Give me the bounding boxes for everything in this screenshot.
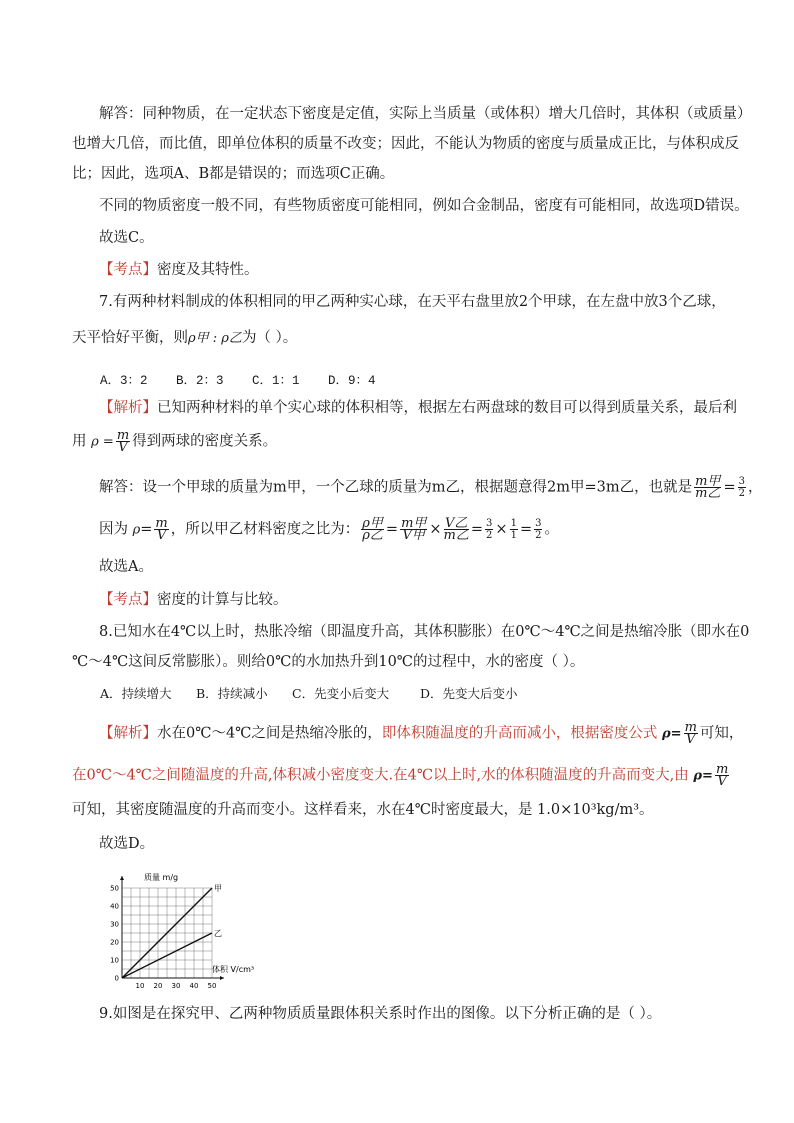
numerator: m甲 bbox=[401, 516, 427, 531]
numerator-3: 3 bbox=[738, 476, 745, 487]
jiexi1-b: 即体积随温度的升高而减小，根据密度公式 bbox=[381, 725, 658, 742]
eq: = bbox=[519, 521, 533, 538]
q7-stem-pre: 天平恰好平衡，则 bbox=[72, 330, 188, 346]
y-tick-label: 10 bbox=[110, 956, 119, 965]
denominator: 1 bbox=[510, 530, 517, 541]
eq: = bbox=[140, 521, 153, 538]
denominator-v: V bbox=[686, 732, 696, 747]
q7-option-a: A．3：2 bbox=[100, 374, 148, 388]
eq: = bbox=[385, 521, 399, 538]
eq: = bbox=[702, 768, 713, 784]
y-tick-label: 0 bbox=[114, 974, 119, 983]
sol2-pre: 因为 bbox=[99, 521, 128, 538]
ratio-formula: ρ甲 : ρ乙 bbox=[188, 331, 242, 346]
q7-solution-line-1: 解答：设一个甲球的质量为m甲，一个乙球的质量为m乙，根据题意得2m甲=3m乙，也就是 $\frac{\text{m甲}}{\text{m乙}}$ = $\frac{3}{2}$ ， bbox=[99, 474, 763, 501]
eq: = bbox=[470, 521, 484, 538]
density-formula bbox=[91, 435, 114, 450]
q8-option-c: C．先变小后变大 bbox=[292, 686, 390, 701]
eq: = bbox=[670, 726, 682, 742]
times: × bbox=[429, 521, 442, 538]
one-over-one bbox=[510, 518, 518, 541]
mass-volume-chart bbox=[100, 866, 290, 996]
sol2-mid: ，所以甲乙材料密度之比为： bbox=[170, 521, 360, 538]
q7-stem-line-2 bbox=[72, 328, 297, 349]
m-over-v-fraction bbox=[684, 722, 698, 745]
jiexi2-pre: 用 bbox=[72, 433, 87, 450]
rho: ρ bbox=[662, 726, 671, 742]
series-label-yi: 乙 bbox=[214, 929, 222, 938]
choice-q6: 故选C。 bbox=[99, 230, 154, 246]
q8-option-d: D．先变大后变小 bbox=[420, 686, 518, 701]
x-tick-label: 50 bbox=[207, 982, 217, 990]
jiexi1-c: 可知， bbox=[699, 725, 744, 742]
q8-option-b: B．持续减小 bbox=[196, 686, 268, 701]
denominator-2: 2 bbox=[738, 488, 745, 499]
answer-line-4: 不同的物质密度一般不同，有些物质密度可能相同，例如合金制品，密度有可能相同，故选项D错误。 bbox=[99, 198, 749, 214]
x-tick-label: 40 bbox=[189, 982, 199, 990]
rho: ρ bbox=[132, 522, 141, 538]
x-tick-label: 10 bbox=[135, 982, 145, 990]
rho: ρ bbox=[91, 434, 99, 450]
choice-q8: 故选D。 bbox=[99, 836, 155, 852]
m-over-v-fraction bbox=[715, 764, 729, 787]
jiexi1-a: 水在0℃～4℃之间是热缩冷胀的， bbox=[157, 725, 382, 742]
denominator-m-yi: m乙 bbox=[695, 486, 721, 501]
denominator: m乙 bbox=[443, 528, 469, 543]
kaodian-tag: 【考点】 bbox=[99, 262, 157, 278]
jiexi2-post: 得到两球的密度关系。 bbox=[132, 433, 278, 450]
y-tick-label: 20 bbox=[110, 938, 119, 947]
v-over-m-yi bbox=[444, 518, 469, 541]
eq: = bbox=[102, 434, 114, 450]
q7-option-c: C．1：1 bbox=[252, 374, 300, 388]
choice-q7: 故选A。 bbox=[99, 559, 153, 575]
kaodian-text: 密度的计算与比较。 bbox=[157, 592, 288, 608]
jiexi2-text: 在0℃～4℃之间随温度的升高,体积减小密度变大.在4℃以上时,水的体积随温度的升高而变大,由 bbox=[72, 767, 689, 784]
jiexi-tag: 【解析】 bbox=[99, 725, 157, 742]
denominator: 2 bbox=[486, 530, 493, 541]
denominator-v: V bbox=[717, 774, 727, 789]
eq: = bbox=[723, 479, 736, 496]
y-axis-arrow bbox=[120, 876, 124, 880]
jiexi-text: 已知两种材料的单个实心球的体积相等，根据左右两盘球的数目可以得到质量关系，最后利 bbox=[157, 400, 737, 416]
three-halves bbox=[485, 518, 493, 541]
numerator-m: m bbox=[684, 720, 697, 735]
q8-stem-line-1: 8.已知水在4℃以上时，热胀冷缩（即温度升高，其体积膨胀）在0℃～4℃之间是热缩冷胀（即水在0 bbox=[99, 624, 750, 640]
denominator-rho-yi: ρ乙 bbox=[362, 528, 383, 543]
q8-option-a: A．持续增大 bbox=[100, 686, 172, 701]
y-tick-label: 30 bbox=[110, 920, 119, 929]
q7-option-d: D．9：4 bbox=[328, 374, 376, 388]
q7-option-b: B．2：3 bbox=[176, 374, 224, 388]
chart-series bbox=[122, 884, 222, 978]
solution-text: 解答：设一个甲球的质量为m甲，一个乙球的质量为m乙，根据题意得2m甲=3m乙，也就是 bbox=[99, 479, 693, 496]
q7-jiexi-line-2 bbox=[72, 430, 277, 453]
chart-y-label: 质量 m/g bbox=[144, 873, 179, 882]
numerator-m: m bbox=[715, 762, 729, 777]
q8-stem-line-2: ℃～4℃这间反常膨胀）。则给0℃的水加热升到10℃的过程中，水的密度（ ）。 bbox=[72, 654, 585, 670]
answer-line-1: 解答：同种物质，在一定状态下密度是定值，实际上当质量（或体积）增大几倍时，其体积（或质量） bbox=[99, 106, 752, 122]
m-over-v-fraction bbox=[116, 430, 130, 453]
numerator-m: m bbox=[116, 428, 130, 443]
chart-x-label: 体积 V/cm³ bbox=[212, 965, 255, 974]
q8-jiexi-line-1 bbox=[99, 722, 743, 745]
q7-solution-line-2: 因为 ρ= $\frac{m}{V}$ ，所以甲乙材料密度之比为： $\frac{\text{ρ甲}}{\text{ρ乙}}$ = $\frac{\text{m甲}}{\text{V甲}}$ × $\frac{\text{V乙}}{\text{m乙}}$ = $\frac{3}{2}$ × $\frac{1}{1}$ = $\frac{3}{2}$ 。 bbox=[99, 516, 559, 543]
three-halves-fraction bbox=[738, 476, 746, 499]
m-over-v-jia bbox=[400, 518, 427, 541]
denominator-v: V bbox=[118, 440, 128, 455]
denominator: V甲 bbox=[402, 528, 425, 543]
q9-stem: 9.如图是在探究甲、乙两种物质质量跟体积关系时作出的图像。以下分析正确的是（ ）。 bbox=[99, 1006, 662, 1022]
numerator: 3 bbox=[486, 518, 493, 529]
times: × bbox=[495, 521, 508, 538]
denominator-v: V bbox=[156, 528, 167, 543]
kaodian-q7 bbox=[99, 590, 288, 610]
q7-jiexi-line-1 bbox=[99, 398, 737, 418]
numerator: V乙 bbox=[445, 516, 468, 531]
y-tick-label: 40 bbox=[110, 902, 119, 911]
density-formula bbox=[662, 727, 682, 742]
x-tick-label: 30 bbox=[171, 982, 181, 990]
q7-stem-post: 为（ ）。 bbox=[241, 330, 298, 346]
series-label-jia: 甲 bbox=[214, 884, 222, 893]
q7-stem-line-1: 7.有两种材料制成的体积相同的甲乙两种实心球，在天平右盘里放2个甲球，在左盘中放3个乙球， bbox=[99, 294, 726, 310]
m-over-v-fraction bbox=[154, 518, 168, 541]
result-fraction bbox=[534, 518, 542, 541]
numerator-m-jia: m甲 bbox=[695, 474, 721, 489]
density-formula bbox=[693, 769, 713, 784]
answer-line-3: 比；因此，选项A、B都是错误的；而选项C正确。 bbox=[72, 166, 395, 182]
answer-line-2: 也增大几倍，而比值，即单位体积的质量不改变；因此，不能认为物质的密度与质量成正比，与体积成反 bbox=[72, 136, 739, 152]
kaodian-tag: 【考点】 bbox=[99, 592, 157, 608]
jiexi-tag: 【解析】 bbox=[99, 400, 157, 416]
kaodian-text: 密度及其特性。 bbox=[157, 262, 259, 278]
q8-jiexi-line-3: 可知，其密度随温度的升高而变小。这样看来，水在4℃时密度最大，是 1.0×10³kg/m³。 bbox=[72, 802, 654, 818]
numerator-rho-jia: ρ甲 bbox=[362, 516, 383, 531]
q8-jiexi-line-2 bbox=[72, 764, 731, 787]
kaodian-q6 bbox=[99, 260, 259, 280]
x-tick-label: 20 bbox=[153, 982, 163, 990]
numerator: 3 bbox=[535, 518, 542, 529]
x-axis-arrow bbox=[220, 976, 224, 980]
y-tick-label: 50 bbox=[110, 884, 119, 893]
denominator: 2 bbox=[535, 530, 542, 541]
rho: ρ bbox=[693, 768, 703, 784]
numerator: 1 bbox=[510, 518, 517, 529]
mass-ratio-fraction bbox=[694, 476, 721, 499]
rho-ratio-fraction bbox=[361, 518, 384, 541]
numerator-m: m bbox=[155, 516, 168, 531]
